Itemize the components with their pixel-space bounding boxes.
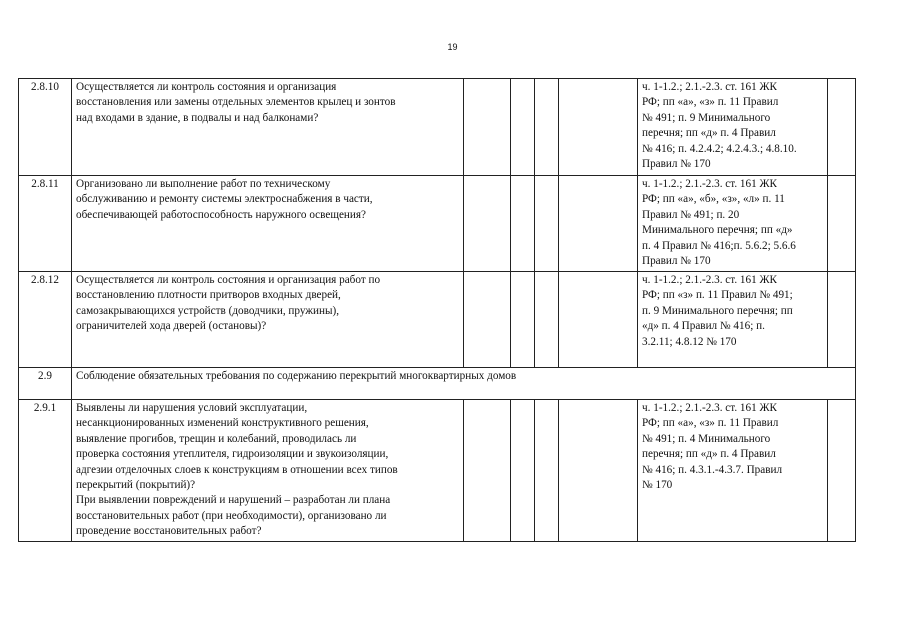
table-row [19,79,856,176]
comment-cell[interactable] [559,272,638,368]
answer-no-cell[interactable] [511,176,535,272]
section-title: Соблюдение обязательных требования по содержанию перекрытий многоквартирных домов [72,368,856,400]
answer-yes-cell[interactable] [464,176,511,272]
answer-na-cell[interactable] [535,176,559,272]
answer-na-cell[interactable] [535,272,559,368]
item-number: 2.8.11 [19,176,72,272]
question-text: Осуществляется ли контроль состояния и организация восстановления или замены отдельных элементов крылец и зонтов над входами в здание, в подвалы и над балконами? [72,79,464,176]
legal-basis-text: ч. 1-1.2.; 2.1.-2.3. ст. 161 ЖК РФ; пп «з» п. 11 Правил № 491; п. 9 Минимального перечня; пп «д» п. 4 Правил № 416; п. 3.2.11; 4.8.12 № 170 [638,272,828,368]
table-row [19,272,856,368]
checklist-table [18,78,856,542]
note-cell[interactable] [828,79,856,176]
question-text: Организовано ли выполнение работ по техническому обслуживанию и ремонту системы электроснабжения в части, обеспечивающей работоспособность наружного освещения? [72,176,464,272]
legal-basis-text: ч. 1-1.2.; 2.1.-2.3. ст. 161 ЖК РФ; пп «а», «з» п. 11 Правил № 491; п. 9 Минимального перечня; пп «д» п. 4 Правил № 416; п. 4.2.4.2; 4.2.4.3.; 4.8.10. Правил № 170 [638,79,828,176]
note-cell[interactable] [828,176,856,272]
comment-cell[interactable] [559,176,638,272]
section-row [19,368,856,400]
item-number: 2.8.10 [19,79,72,176]
answer-no-cell[interactable] [511,400,535,542]
comment-cell[interactable] [559,79,638,176]
note-cell[interactable] [828,272,856,368]
question-text: Выявлены ли нарушения условий эксплуатации, несанкционированных изменений конструктивного решения, выявление прогибов, трещин и колебаний, проводилась ли проверка состояния утеплителя, гидроизоляции и звукоизоляции, адгезии отделочных слоев к конструкциям в отношении всех типов перекрытий (покрытий)? При выявлении повреждений и нарушений – разработан ли плана восстановительных работ (при необходимости), организовано ли проведение восстановительных работ? [72,400,464,542]
page-number: 19 [447,42,458,52]
table-row [19,176,856,272]
note-cell[interactable] [828,400,856,542]
legal-basis-text: ч. 1-1.2.; 2.1.-2.3. ст. 161 ЖК РФ; пп «а», «з» п. 11 Правил № 491; п. 4 Минимального перечня; пп «д» п. 4 Правил № 416; п. 4.3.1.-4.3.7. Правил № 170 [638,400,828,542]
legal-basis-text: ч. 1-1.2.; 2.1.-2.3. ст. 161 ЖК РФ; пп «а», «б», «з», «л» п. 11 Правил № 491; п. 20 Минимального перечня; пп «д» п. 4 Правил № 416;п. 5.6.2; 5.6.6 Правил № 170 [638,176,828,272]
comment-cell[interactable] [559,400,638,542]
question-text: Осуществляется ли контроль состояния и организация работ по восстановлению плотности притворов входных дверей, самозакрывающихся устройств (доводчики, пружины), ограничителей хода дверей (остановы)? [72,272,464,368]
item-number: 2.9.1 [19,400,72,542]
answer-na-cell[interactable] [535,79,559,176]
table-row [19,400,856,542]
answer-no-cell[interactable] [511,79,535,176]
answer-yes-cell[interactable] [464,400,511,542]
answer-yes-cell[interactable] [464,79,511,176]
answer-yes-cell[interactable] [464,272,511,368]
answer-na-cell[interactable] [535,400,559,542]
section-number: 2.9 [19,368,72,400]
item-number: 2.8.12 [19,272,72,368]
answer-no-cell[interactable] [511,272,535,368]
